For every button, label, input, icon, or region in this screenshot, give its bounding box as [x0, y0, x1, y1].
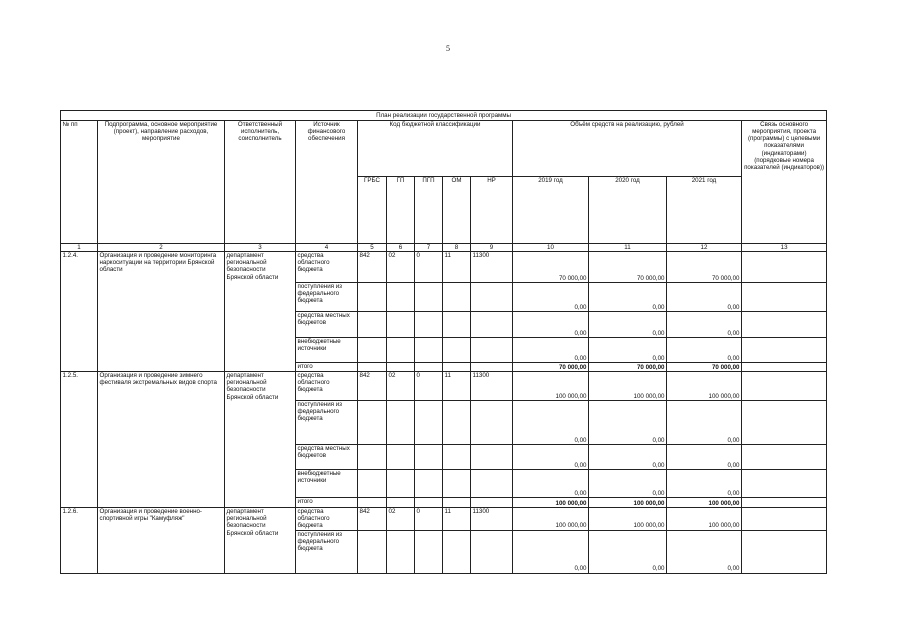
- code-om: [443, 498, 471, 508]
- column-number: 10: [513, 244, 589, 252]
- amount-2021: 0,00: [667, 401, 742, 445]
- code-np: [471, 283, 513, 312]
- header-executor: Ответственный исполнитель, соисполнитель: [225, 121, 296, 244]
- amount-2020: 100 000,00: [589, 498, 667, 508]
- table-title: План реализации государственной программы: [61, 111, 827, 121]
- item-number: 1.2.5.: [61, 372, 98, 508]
- amount-2020: 0,00: [589, 283, 667, 312]
- code-grbs: [358, 338, 387, 363]
- table-row: [61, 252, 827, 283]
- code-gp: 02: [387, 372, 415, 401]
- amount-2021: 0,00: [667, 530, 742, 573]
- amount-2020: 0,00: [589, 312, 667, 338]
- code-om: [443, 363, 471, 372]
- code-pgp: [415, 470, 443, 498]
- column-number: 4: [296, 244, 358, 252]
- code-np: [471, 445, 513, 470]
- indicator-link: [742, 363, 827, 372]
- header-np: НР: [471, 177, 513, 244]
- header-2020: 2020 год: [589, 177, 667, 244]
- column-number: 6: [387, 244, 415, 252]
- amount-2020: 100 000,00: [589, 372, 667, 401]
- indicator-link: [742, 312, 827, 338]
- header-name: Подпрограмма, основное мероприятие (проект), направление расходов, мероприятие: [98, 121, 225, 244]
- amount-2021: 70 000,00: [667, 363, 742, 372]
- header-budget-code: Код бюджетной классификации: [358, 121, 513, 177]
- item-name: Организация и проведение мониторинга наркоситуации на территории Брянской области: [98, 252, 225, 372]
- column-number: 3: [225, 244, 296, 252]
- code-pgp: [415, 338, 443, 363]
- code-gp: [387, 283, 415, 312]
- amount-2019: 0,00: [513, 530, 589, 573]
- code-pgp: [415, 312, 443, 338]
- code-grbs: [358, 470, 387, 498]
- amount-2019: 0,00: [513, 283, 589, 312]
- code-pgp: [415, 498, 443, 508]
- code-pgp: [415, 445, 443, 470]
- indicator-link: [742, 470, 827, 498]
- code-np: [471, 338, 513, 363]
- code-grbs: [358, 283, 387, 312]
- amount-2021: 100 000,00: [667, 508, 742, 530]
- table-row: [61, 508, 827, 530]
- code-om: 11: [443, 252, 471, 283]
- program-plan-table: [60, 110, 827, 574]
- code-gp: [387, 445, 415, 470]
- item-executor: департамент региональной безопасности Брянской области: [225, 252, 296, 372]
- amount-2021: 0,00: [667, 283, 742, 312]
- header-2021: 2021 год: [667, 177, 742, 244]
- amount-2020: 100 000,00: [589, 508, 667, 530]
- header-gp: ГП: [387, 177, 415, 244]
- code-om: [443, 312, 471, 338]
- amount-2021: 0,00: [667, 470, 742, 498]
- column-number-row: [61, 244, 827, 252]
- code-grbs: 842: [358, 508, 387, 530]
- code-np: 11300: [471, 252, 513, 283]
- funding-source: внебюджетные источники: [296, 470, 358, 498]
- code-grbs: 842: [358, 252, 387, 283]
- amount-2019: 0,00: [513, 470, 589, 498]
- column-number: 11: [589, 244, 667, 252]
- indicator-link: [742, 372, 827, 401]
- column-number: 2: [98, 244, 225, 252]
- code-grbs: [358, 498, 387, 508]
- amount-2021: 70 000,00: [667, 252, 742, 283]
- amount-2020: 0,00: [589, 338, 667, 363]
- code-pgp: 0: [415, 252, 443, 283]
- amount-2021: 100 000,00: [667, 498, 742, 508]
- code-grbs: [358, 363, 387, 372]
- funding-source: поступления из федерального бюджета: [296, 530, 358, 573]
- funding-source: итого: [296, 363, 358, 372]
- code-pgp: [415, 530, 443, 573]
- indicator-link: [742, 530, 827, 573]
- code-gp: [387, 530, 415, 573]
- code-om: [443, 530, 471, 573]
- funding-source: средства областного бюджета: [296, 508, 358, 530]
- header-pgp: ПГП: [415, 177, 443, 244]
- indicator-link: [742, 252, 827, 283]
- item-executor: департамент региональной безопасности Брянской области: [225, 372, 296, 508]
- item-name: Организация и проведение зимнего фестиваля экстремальных видов спорта: [98, 372, 225, 508]
- column-number: 9: [471, 244, 513, 252]
- code-grbs: [358, 312, 387, 338]
- column-number: 1: [61, 244, 98, 252]
- column-number: 5: [358, 244, 387, 252]
- header-om: ОМ: [443, 177, 471, 244]
- code-grbs: 842: [358, 372, 387, 401]
- code-np: 11300: [471, 508, 513, 530]
- header-no: № пп: [61, 121, 98, 244]
- code-gp: [387, 470, 415, 498]
- code-om: 11: [443, 508, 471, 530]
- amount-2019: 100 000,00: [513, 508, 589, 530]
- amount-2020: 0,00: [589, 530, 667, 573]
- code-om: [443, 338, 471, 363]
- code-np: [471, 530, 513, 573]
- amount-2019: 100 000,00: [513, 498, 589, 508]
- indicator-link: [742, 445, 827, 470]
- code-om: [443, 283, 471, 312]
- item-executor: департамент региональной безопасности Брянской области: [225, 508, 296, 573]
- amount-2019: 70 000,00: [513, 363, 589, 372]
- amount-2021: 0,00: [667, 445, 742, 470]
- header-link: Связь основного мероприятия, проекта (программы) с целевыми показателями (индикаторами) (порядковые номера показателей (индикаторов)): [742, 121, 827, 244]
- amount-2019: 0,00: [513, 445, 589, 470]
- amount-2019: 0,00: [513, 401, 589, 445]
- amount-2020: 0,00: [589, 445, 667, 470]
- amount-2021: 100 000,00: [667, 372, 742, 401]
- item-number: 1.2.6.: [61, 508, 98, 573]
- indicator-link: [742, 283, 827, 312]
- code-np: [471, 401, 513, 445]
- amount-2020: 0,00: [589, 401, 667, 445]
- code-gp: 02: [387, 252, 415, 283]
- code-om: 11: [443, 372, 471, 401]
- code-pgp: [415, 283, 443, 312]
- table-row: [61, 372, 827, 401]
- code-np: 11300: [471, 372, 513, 401]
- funding-source: внебюджетные источники: [296, 338, 358, 363]
- code-gp: [387, 312, 415, 338]
- code-om: [443, 401, 471, 445]
- column-number: 13: [742, 244, 827, 252]
- indicator-link: [742, 508, 827, 530]
- code-np: [471, 312, 513, 338]
- code-pgp: 0: [415, 508, 443, 530]
- page-number: 5: [446, 44, 450, 53]
- amount-2019: 0,00: [513, 312, 589, 338]
- code-grbs: [358, 401, 387, 445]
- amount-2019: 100 000,00: [513, 372, 589, 401]
- funding-source: поступления из федерального бюджета: [296, 401, 358, 445]
- amount-2019: 70 000,00: [513, 252, 589, 283]
- code-om: [443, 445, 471, 470]
- amount-2019: 0,00: [513, 338, 589, 363]
- amount-2021: 0,00: [667, 338, 742, 363]
- funding-source: средства областного бюджета: [296, 372, 358, 401]
- item-number: 1.2.4.: [61, 252, 98, 372]
- code-np: [471, 363, 513, 372]
- code-pgp: 0: [415, 372, 443, 401]
- code-grbs: [358, 445, 387, 470]
- amount-2020: 0,00: [589, 470, 667, 498]
- code-gp: [387, 338, 415, 363]
- indicator-link: [742, 338, 827, 363]
- funding-source: средства областного бюджета: [296, 252, 358, 283]
- header-amount: Объём средств на реализацию, рублей: [513, 121, 742, 177]
- code-gp: [387, 498, 415, 508]
- indicator-link: [742, 498, 827, 508]
- item-name: Организация и проведение военно-спортивной игры "Камуфляж": [98, 508, 225, 573]
- code-np: [471, 498, 513, 508]
- header-2019: 2019 год: [513, 177, 589, 244]
- funding-source: средства местных бюджетов: [296, 445, 358, 470]
- indicator-link: [742, 401, 827, 445]
- amount-2021: 0,00: [667, 312, 742, 338]
- code-np: [471, 470, 513, 498]
- header-source: Источник финансового обеспечения: [296, 121, 358, 244]
- funding-source: средства местных бюджетов: [296, 312, 358, 338]
- code-pgp: [415, 401, 443, 445]
- funding-source: поступления из федерального бюджета: [296, 283, 358, 312]
- column-number: 7: [415, 244, 443, 252]
- code-grbs: [358, 530, 387, 573]
- column-number: 8: [443, 244, 471, 252]
- column-number: 12: [667, 244, 742, 252]
- code-gp: [387, 363, 415, 372]
- funding-source: итого: [296, 498, 358, 508]
- code-gp: 02: [387, 508, 415, 530]
- header-grbs: ГРБС: [358, 177, 387, 244]
- amount-2020: 70 000,00: [589, 363, 667, 372]
- code-gp: [387, 401, 415, 445]
- code-om: [443, 470, 471, 498]
- amount-2020: 70 000,00: [589, 252, 667, 283]
- code-pgp: [415, 363, 443, 372]
